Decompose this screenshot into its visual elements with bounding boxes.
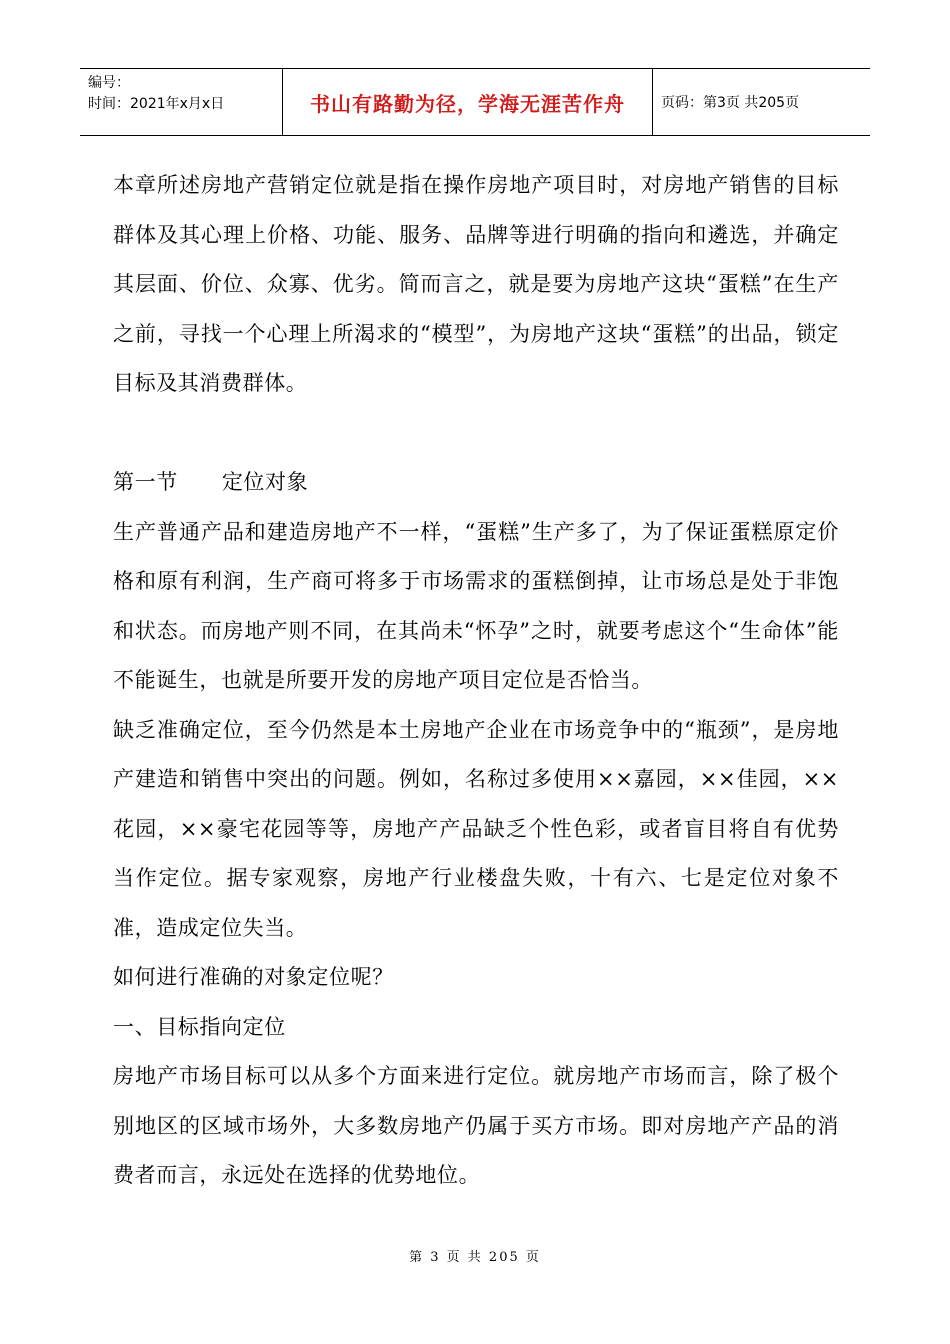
- page-footer: 第 3 页 共 205 页: [409, 1250, 541, 1265]
- section-number: 第一节: [113, 470, 178, 494]
- document-header: [80, 68, 870, 136]
- section-title: 定位对象: [221, 470, 309, 494]
- header-meta-cell: [80, 69, 283, 135]
- number-label: 编号：: [88, 75, 130, 91]
- paragraph-3: 房地产市场目标可以从多个方面来进行定位。就房地产市场而言，除了极个别地区的区域市场外，大多数房地产仍属于买方市场。即对房地产产品的消费者而言，永远处在选择的优势地位。: [113, 1064, 839, 1187]
- intro-paragraph: 本章所述房地产营销定位就是指在操作房地产项目时，对房地产销售的目标群体及其心理上价格、功能、服务、品牌等进行明确的指向和遴选，并确定其层面、价位、众寡、优劣。简而言之，就是要为房地产这块“蛋糕”在生产之前，寻找一个心理上所渴求的“模型”，为房地产这块“蛋糕”的出品，锁定目标及其消费群体。: [113, 173, 839, 395]
- section-heading: [113, 458, 839, 508]
- blank-line: [113, 409, 839, 459]
- paragraph-1: 生产普通产品和建造房地产不一样，“蛋糕”生产多了，为了保证蛋糕原定价格和原有利润，生产商可将多于市场需求的蛋糕倒掉，让市场总是处于非饱和状态。而房地产则不同，在其尚未“怀孕”之时，就要考虑这个“生命体”能不能诞生，也就是所要开发的房地产项目定位是否恰当。: [113, 519, 839, 692]
- header-page-info: 页码：第3页 共205页: [661, 95, 800, 111]
- document-body: [113, 161, 839, 1201]
- paragraph-2: 缺乏准确定位，至今仍然是本土房地产企业在市场竞争中的“瓶颈”，是房地产建造和销售中突出的问题。例如，名称过多使用××嘉园，××佳园，××花园，××豪宅花园等等，房地产产品缺乏个性色彩，或者盲目将自有优势当作定位。据专家观察，房地产行业楼盘失败，十有六、七是定位对象不准，造成定位失当。: [113, 717, 839, 940]
- header-motto: 书山有路勤为径，学海无涯苦作舟: [283, 69, 653, 135]
- subheading: 一、目标指向定位: [113, 1014, 286, 1039]
- question-line: 如何进行准确的对象定位呢？: [113, 965, 394, 989]
- time-label: 时间：2021年x月x日: [88, 96, 225, 112]
